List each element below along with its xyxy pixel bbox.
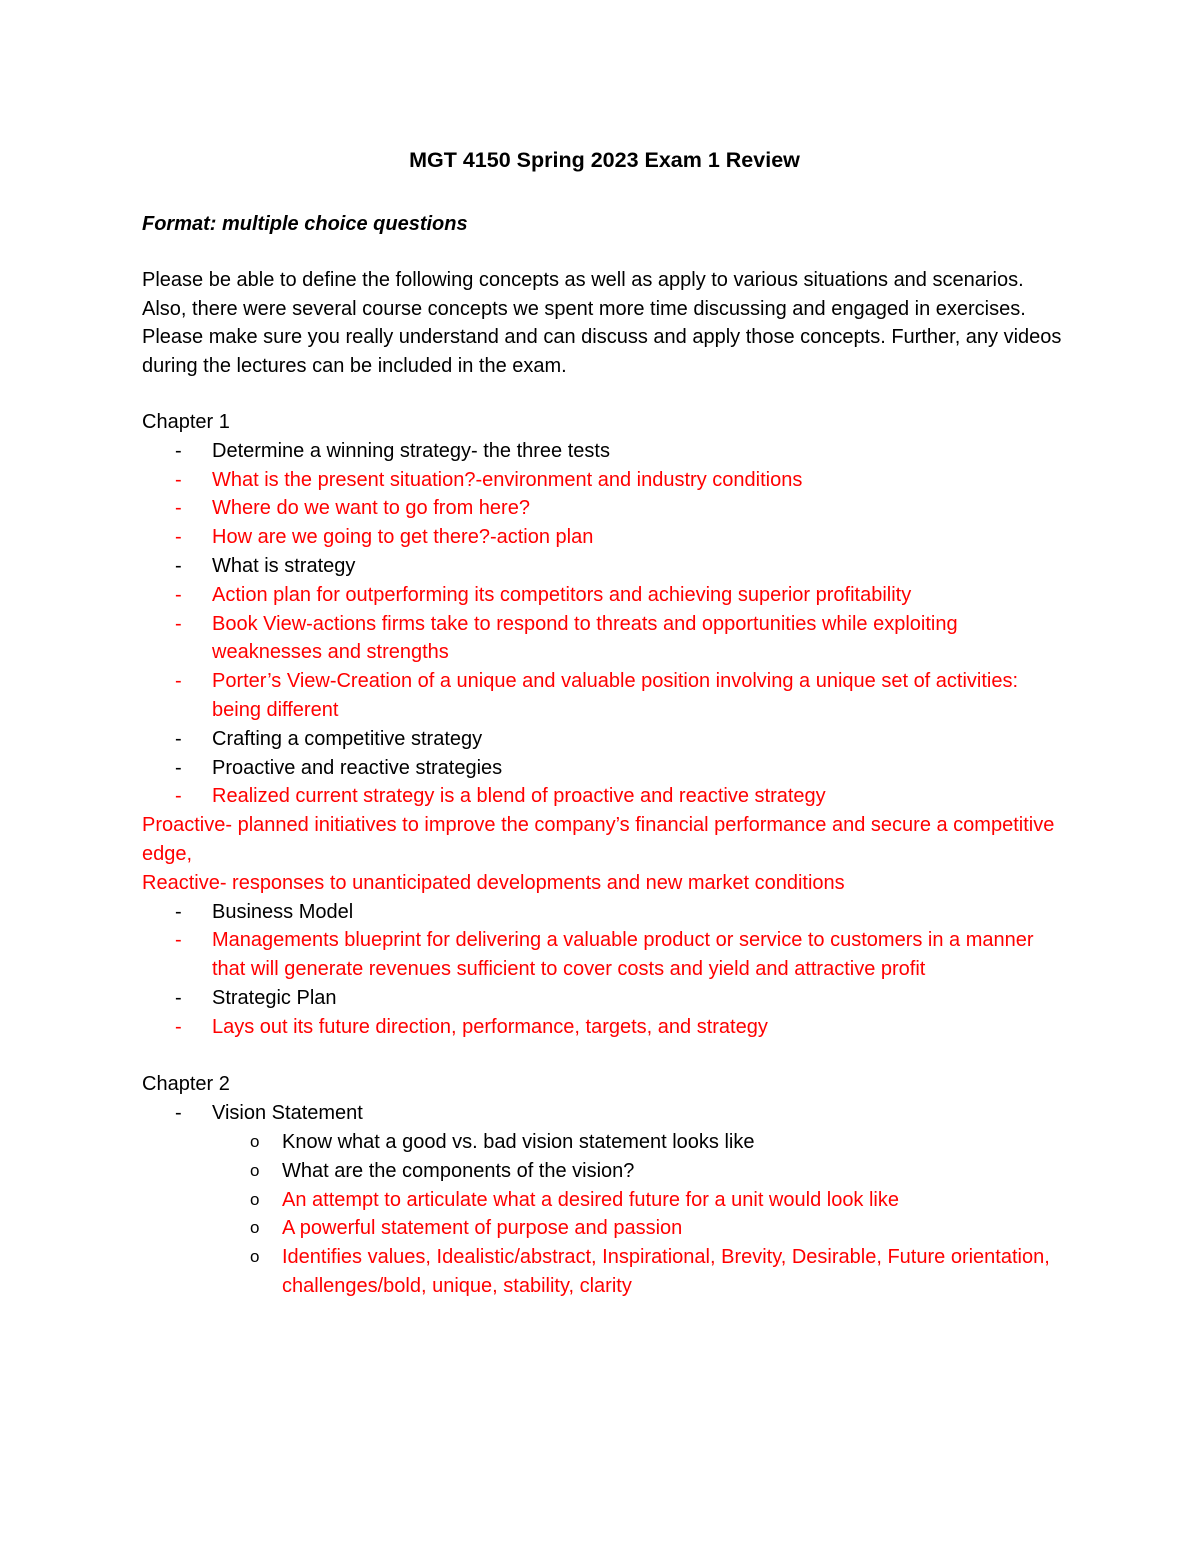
list-item <box>142 581 1067 610</box>
sub-list-item <box>142 1186 1067 1215</box>
dash-bullet: - <box>175 1015 182 1038</box>
dash-bullet: - <box>175 670 182 693</box>
dash-bullet: - <box>175 1102 182 1125</box>
circle-bullet: o <box>250 1131 260 1151</box>
dash-bullet: - <box>175 612 182 635</box>
chapter-1-heading: Chapter 1 <box>142 410 230 433</box>
section-spacer <box>142 1042 1067 1071</box>
chapter-2-heading: Chapter 2 <box>142 1073 230 1096</box>
list-item-text: How are we going to get there?-action plan <box>212 526 594 549</box>
sub-list-item <box>142 1214 1067 1243</box>
list-item-text: Managements blueprint for delivering a valuable product or service to customers in a manner that will generate revenues sufficient to cover costs and yield and attractive profit <box>212 929 1034 981</box>
dash-bullet: - <box>175 756 182 779</box>
list-item-text: Realized current strategy is a blend of proactive and reactive strategy <box>212 785 826 808</box>
chapter-1-list <box>142 437 1067 811</box>
chapter-1-list-continued <box>142 898 1067 1042</box>
list-item <box>142 754 1067 783</box>
dash-bullet: - <box>175 526 182 549</box>
dash-bullet: - <box>175 583 182 606</box>
dash-bullet: - <box>175 986 182 1009</box>
list-item-text: Vision Statement <box>212 1102 363 1125</box>
dash-bullet: - <box>175 554 182 577</box>
list-item-text: What is the present situation?-environment and industry conditions <box>212 468 803 491</box>
list-item-text: Determine a winning strategy- the three tests <box>212 439 610 462</box>
intro-paragraph: Please be able to define the following concepts as well as apply to various situations and scenarios. Also, there were several course concepts we spent more time discussing and engaged in exercises. Please make sure you really understand and can discuss and apply those concepts. Further, any videos during the lectures can be included in the exam. <box>142 268 1062 378</box>
chapter-2-list <box>142 1099 1067 1301</box>
dash-bullet: - <box>175 439 182 462</box>
document-body <box>142 146 1067 1301</box>
list-item-text: Business Model <box>212 900 354 923</box>
circle-bullet: o <box>250 1218 260 1238</box>
circle-bullet: o <box>250 1189 260 1209</box>
dash-bullet: - <box>175 929 182 952</box>
sub-list-item <box>142 1128 1067 1157</box>
dash-bullet: - <box>175 497 182 520</box>
list-item-text: Action plan for outperforming its competitors and achieving superior profitability <box>212 583 912 606</box>
list-item <box>142 523 1067 552</box>
sub-list-item-text: An attempt to articulate what a desired future for a unit would look like <box>282 1188 900 1211</box>
dash-bullet: - <box>175 785 182 808</box>
list-item <box>142 898 1067 927</box>
dash-bullet: - <box>175 468 182 491</box>
list-item <box>142 437 1067 466</box>
list-item <box>142 984 1067 1013</box>
dash-bullet: - <box>175 727 182 750</box>
list-item <box>142 552 1067 581</box>
list-item <box>142 1013 1067 1042</box>
list-item <box>142 667 1067 725</box>
vision-sublist <box>142 1128 1067 1301</box>
list-item-text: Porter’s View-Creation of a unique and valuable position involving a unique set of activities: being different <box>212 670 1019 721</box>
sub-list-item-text: Identifies values, Idealistic/abstract, Inspirational, Brevity, Desirable, Future orientation, challenges/bold, unique, stability, clarity <box>282 1246 1050 1297</box>
list-item <box>142 782 1067 811</box>
sub-list-item <box>142 1157 1067 1186</box>
list-item-text: Book View-actions firms take to respond to threats and opportunities while exploiting weaknesses and strengths <box>212 612 958 664</box>
reactive-definition: Reactive- responses to unanticipated developments and new market conditions <box>142 871 845 894</box>
list-item-text: Strategic Plan <box>212 986 337 1009</box>
list-item <box>142 610 1067 668</box>
list-item <box>142 466 1067 495</box>
document-title: MGT 4150 Spring 2023 Exam 1 Review <box>409 148 800 172</box>
list-item-text: Lays out its future direction, performance, targets, and strategy <box>212 1015 768 1038</box>
dash-bullet: - <box>175 900 182 923</box>
proactive-definition: Proactive- planned initiatives to improve the company’s financial performance and secure a competitive edge, <box>142 814 1055 865</box>
list-item-text: Proactive and reactive strategies <box>212 756 503 779</box>
list-item <box>142 1099 1067 1301</box>
circle-bullet: o <box>250 1247 260 1267</box>
list-item-text: Crafting a competitive strategy <box>212 727 483 750</box>
circle-bullet: o <box>250 1160 260 1180</box>
format-note: Format: multiple choice questions <box>142 213 468 235</box>
sub-list-item-text: What are the components of the vision? <box>282 1159 635 1182</box>
sub-list-item-text: A powerful statement of purpose and passion <box>282 1217 683 1240</box>
list-item <box>142 926 1067 984</box>
list-item <box>142 494 1067 523</box>
sub-list-item <box>142 1243 1067 1301</box>
list-item-text: Where do we want to go from here? <box>212 497 530 520</box>
list-item <box>142 725 1067 754</box>
sub-list-item-text: Know what a good vs. bad vision statement looks like <box>282 1130 755 1153</box>
list-item-text: What is strategy <box>212 554 356 577</box>
